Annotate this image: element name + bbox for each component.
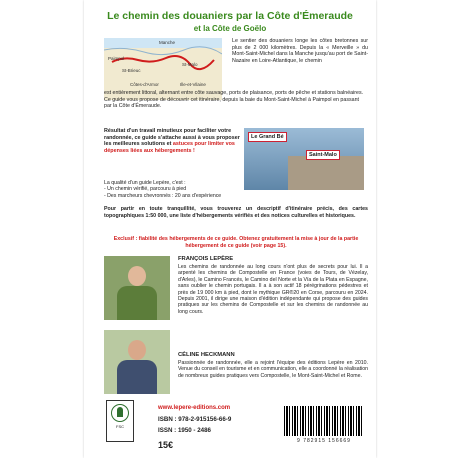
book-price: 15€: [158, 440, 174, 450]
author-photo-francois: [104, 256, 170, 320]
photo-city: [288, 156, 364, 190]
quality-item-2: - Des marcheurs chevronnés : 20 ans d'expérience: [104, 192, 222, 199]
fsc-tree-icon: [111, 404, 129, 422]
map-label-st-brieuc: St-Brieuc: [122, 68, 141, 73]
photo-label-saint-malo: Saint-Malo: [306, 150, 340, 160]
author-photo-head: [128, 266, 146, 286]
book-back-cover: [84, 0, 376, 458]
photo-label-grand-be: Le Grand Bé: [248, 132, 287, 142]
isbn-number: ISBN : 978-2-915156-66-9: [158, 416, 232, 423]
intro-text: Le sentier des douaniers longe les côtes bretonnes sur plus de 2 000 kilomètres. Depuis la « Merveille » du Mont-Saint-Michel dans la Manche jusqu'au port de Saint-Nazaire en Loire-Atlantique, le chemin: [232, 38, 368, 64]
author-photo-body: [117, 286, 157, 320]
publisher-website[interactable]: www.lepere-editions.com: [158, 405, 231, 411]
map-label-ille-et-vilaine: Ille-et-Vilaine: [180, 82, 206, 87]
map-label-manche: Manche: [159, 40, 176, 45]
book-title: Le chemin des douaniers par la Côte d'Émeraude: [107, 10, 353, 22]
barcode: [280, 404, 368, 446]
barcode-number: 9 782915 156669: [297, 438, 351, 444]
map-label-st-malo: St-Malo: [182, 62, 198, 67]
author-photo-celine: [104, 330, 170, 394]
quality-item-1: - Un chemin vérifié, parcouru à pied: [104, 186, 187, 193]
author-name-celine: CÉLINE HECKMANN: [178, 352, 235, 358]
author-bio-celine: Passionnée de randonnée, elle a rejoint l'équipe des éditions Lepère en 2010. Venue du conseil en tourisme et en communication, elle a coordonné la réalisation de nombreux guides pratiques vers Compostelle, le Mont-Saint-Michel et Rome.: [178, 360, 368, 379]
author-name-francois: FRANÇOIS LEPÈRE: [178, 256, 234, 262]
quality-intro: La qualité d'un guide Lepère, c'est :: [104, 180, 186, 186]
barcode-bars: [284, 406, 364, 436]
author-photo-head: [128, 340, 146, 360]
result-text: [104, 128, 240, 154]
result-text-highlight: astuces pour limiter vos dépenses liées aux hébergements !: [104, 141, 235, 154]
tranquility-text: Pour partir en toute tranquillité, vous trouverez un descriptif d'itinéraire précis, des cartes topographiques 1:50 000, une liste d'hébergements vérifiés et des notices culturelles et historiques.: [104, 206, 368, 219]
exclusive-notice: Exclusif : fiabilité des hébergements de ce guide. Obtenez gratuitement la mise à jour de la partie hébergement de ce guide (voir page 15).: [113, 236, 359, 249]
map-label-cotes-darmor: Côtes-d'Armor: [130, 82, 159, 87]
map-label-paimpol: Paimpol: [108, 56, 125, 61]
saint-malo-photo: [244, 128, 364, 190]
result-text-main: Résultat d'un travail minutieux pour faciliter votre randonnée, ce guide s'attache aussi à vous proposer les meilleures solutions et: [104, 128, 240, 147]
author-bio-francois: Les chemins de randonnée au long cours n'ont plus de secrets pour lui. Il a arpenté les chemins de Compostelle en France (voies de Tours, de Vézelay, d'Arles), le Camino Francés, le Camino del Norte et la Vía de la Plata en Espagne, sans oublier le chemin portugais. Il a à son actif 18 pérégrinations pédestres et près de 19 000 km à pied, dont le mythique GR®20 en Corse, parcouru en 2024. Depuis 2001, il dirige une maison d'édition indépendante qui propose des guides pratiques sur les chemins de Compostelle et sur les chemins de randonnée au long cours.: [178, 264, 368, 315]
fsc-text: FSC: [116, 424, 124, 429]
intro-text-continued: est entièrement littoral, alternant entre côte sauvage, ports de plaisance, ports de pêche et stations balnéaires. Ce guide vous propose de découvrir cet itinéraire, depuis la baie du Mont-Saint-Michel à Paimpol en passant par la Côte d'Émeraude.: [104, 90, 364, 110]
book-subtitle: et la Côte de Goëlo: [193, 24, 267, 33]
fsc-label: [106, 400, 134, 442]
quality-list: [104, 180, 240, 199]
issn-number: ISSN : 1950 - 2486: [158, 427, 211, 434]
author-photo-body: [117, 360, 157, 394]
